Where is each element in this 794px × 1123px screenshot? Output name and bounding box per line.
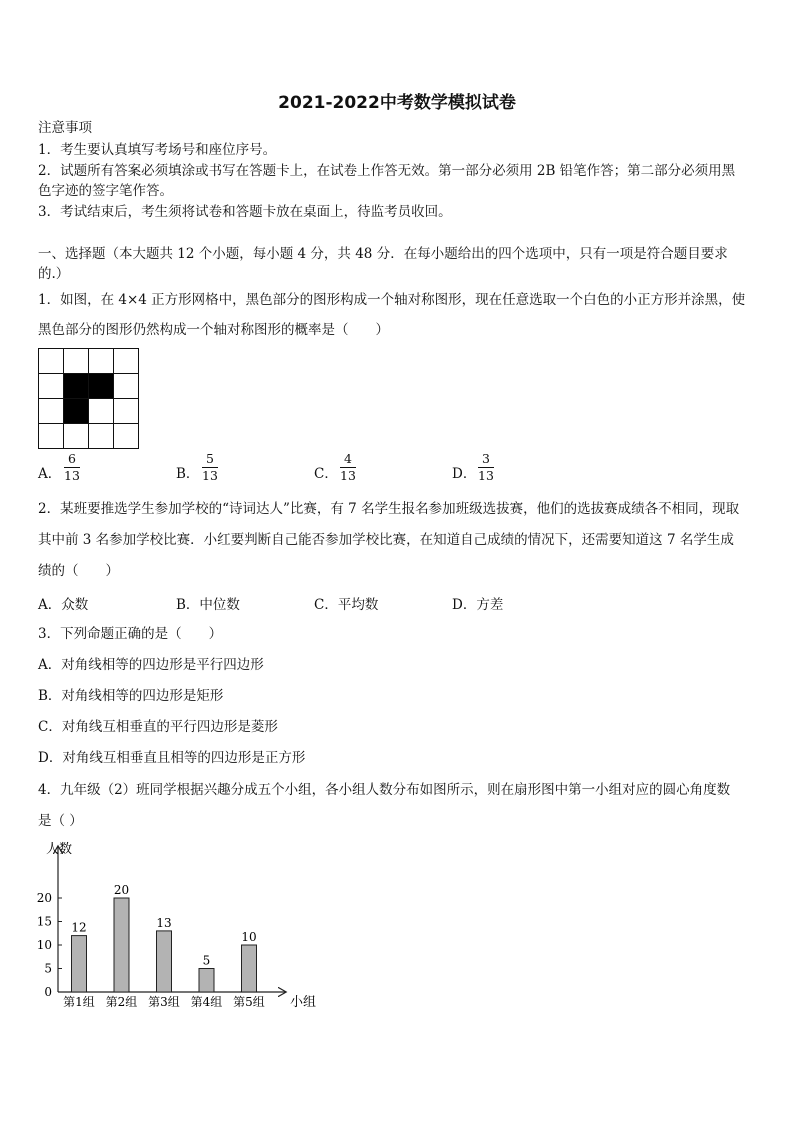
grid-cell-black xyxy=(88,373,114,399)
grid-cell-black xyxy=(63,398,89,424)
y-tick-label: 20 xyxy=(36,891,52,905)
bar xyxy=(199,969,214,993)
y-tick-label: 15 xyxy=(36,914,52,929)
grid-cell-black xyxy=(63,373,89,399)
grid-cell-white xyxy=(63,423,89,449)
question-2-stem: 2．某班要推选学生参加学校的“诗词达人”比赛，有 7 名学生报名参加班级选拔赛，他们的选拔赛成绩各不相同，现取 xyxy=(38,501,740,517)
x-tick-label: 第2组 xyxy=(105,995,138,1009)
q1-option-a-fraction xyxy=(64,452,80,483)
grid-cell-white xyxy=(113,373,139,399)
grid-cell-white xyxy=(63,348,89,374)
x-tick-label: 第5组 xyxy=(233,995,265,1009)
q2-option-b: B．中位数 xyxy=(176,597,240,613)
x-tick-label: 第4组 xyxy=(190,995,223,1009)
grid-cell-white xyxy=(88,398,114,424)
question-1-stem: 1．如图，在 4×4 正方形网格中，黑色部分的图形构成一个轴对称图形，现在任意选取一个白色的小正方形并涂黑，使 xyxy=(38,292,746,308)
bar xyxy=(242,945,257,992)
q2-option-d: D．方差 xyxy=(452,597,504,613)
bar-value-label: 20 xyxy=(113,883,130,897)
question-2-stem-cont-2: 绩的（ ） xyxy=(38,563,119,579)
x-tick-label: 第3组 xyxy=(148,995,180,1009)
bar xyxy=(114,898,129,992)
q1-option-d-label: D． xyxy=(452,466,477,482)
q1-option-c-denominator: 13 xyxy=(340,468,356,483)
q3-option-a: A．对角线相等的四边形是平行四边形 xyxy=(38,657,264,673)
bar-value-label: 13 xyxy=(156,915,172,930)
notice-item-1: 1．考生要认真填写考场号和座位序号。 xyxy=(38,142,277,158)
q1-option-a-label: A． xyxy=(38,466,62,482)
q1-option-d-numerator: 3 xyxy=(482,451,490,466)
grid-cell-white xyxy=(113,348,139,374)
q1-option-c-numerator: 4 xyxy=(344,451,352,466)
grid-cell-white xyxy=(88,423,114,449)
notice-item-2-cont: 色字迹的签字笔作答。 xyxy=(38,183,173,199)
question-2-stem-cont: 其中前 3 名参加学校比赛．小红要判断自己能否参加学校比赛，在知道自己成绩的情况下，还需要知道这 7 名学生成 xyxy=(38,532,734,548)
y-tick-label: 5 xyxy=(44,961,52,976)
y-axis-label: 人数 xyxy=(46,842,73,857)
q2-option-c: C．平均数 xyxy=(314,597,379,613)
q1-option-c-fraction xyxy=(340,452,356,483)
section-heading: 一、选择题（本大题共 12 个小题，每小题 4 分，共 48 分．在每小题给出的四个选项中，只有一项是符合题目要求 xyxy=(38,246,728,262)
question-1-stem-cont: 黑色部分的图形仍然构成一个轴对称图形的概率是（ ） xyxy=(38,322,389,338)
grid-cell-white xyxy=(113,423,139,449)
bar xyxy=(72,936,87,992)
q1-option-d-fraction xyxy=(478,452,494,483)
bar-value-label: 12 xyxy=(71,920,87,935)
group-bar-chart xyxy=(30,835,330,1020)
notice-item-2: 2．试题所有答案必须填涂或书写在答题卡上，在试卷上作答无效。第一部分必须用 2B 铅笔作答；第二部分必须用黑 xyxy=(38,163,736,179)
q3-option-c: C．对角线互相垂直的平行四边形是菱形 xyxy=(38,719,278,735)
grid-cell-white xyxy=(38,373,64,399)
grid-cell-white xyxy=(38,423,64,449)
q2-option-a: A．众数 xyxy=(38,597,89,613)
x-tick-label: 第1组 xyxy=(63,995,95,1009)
question-1-grid-figure xyxy=(38,348,138,448)
bar-value-label: 10 xyxy=(241,930,257,944)
question-4-stem: 4．九年级（2）班同学根据兴趣分成五个小组，各小组人数分布如图所示，则在扇形图中第一小组对应的圆心角度数 xyxy=(38,782,731,798)
q3-option-b: B．对角线相等的四边形是矩形 xyxy=(38,688,224,704)
page-title: 2021-2022中考数学模拟试卷 xyxy=(278,93,516,113)
grid-cell-white xyxy=(38,398,64,424)
q1-option-c-label: C． xyxy=(314,466,338,482)
q3-option-d: D．对角线互相垂直且相等的四边形是正方形 xyxy=(38,750,306,766)
grid-cell-white xyxy=(113,398,139,424)
q1-option-b-numerator: 5 xyxy=(206,451,214,466)
q1-option-b-denominator: 13 xyxy=(202,468,218,483)
q1-option-b-fraction xyxy=(202,452,218,483)
bar xyxy=(157,931,172,992)
section-heading-cont: 的.） xyxy=(38,266,70,282)
notice-item-3: 3．考试结束后，考生须将试卷和答题卡放在桌面上，待监考员收回。 xyxy=(38,204,452,220)
q1-option-a-denominator: 13 xyxy=(64,468,80,483)
q1-option-d-denominator: 13 xyxy=(478,468,494,483)
notice-heading: 注意事项 xyxy=(38,120,92,136)
q1-option-b-label: B． xyxy=(176,466,200,482)
bar-value-label: 5 xyxy=(202,953,211,968)
grid-cell-white xyxy=(88,348,114,374)
y-tick-label: 10 xyxy=(36,938,52,952)
question-3-stem: 3．下列命题正确的是（ ） xyxy=(38,626,223,642)
q1-option-a-numerator: 6 xyxy=(68,451,76,466)
question-4-stem-cont: 是（ ） xyxy=(38,813,83,829)
y-tick-label: 0 xyxy=(44,985,52,999)
x-axis-label: 小组 xyxy=(290,995,317,1010)
grid-cell-white xyxy=(38,348,64,374)
